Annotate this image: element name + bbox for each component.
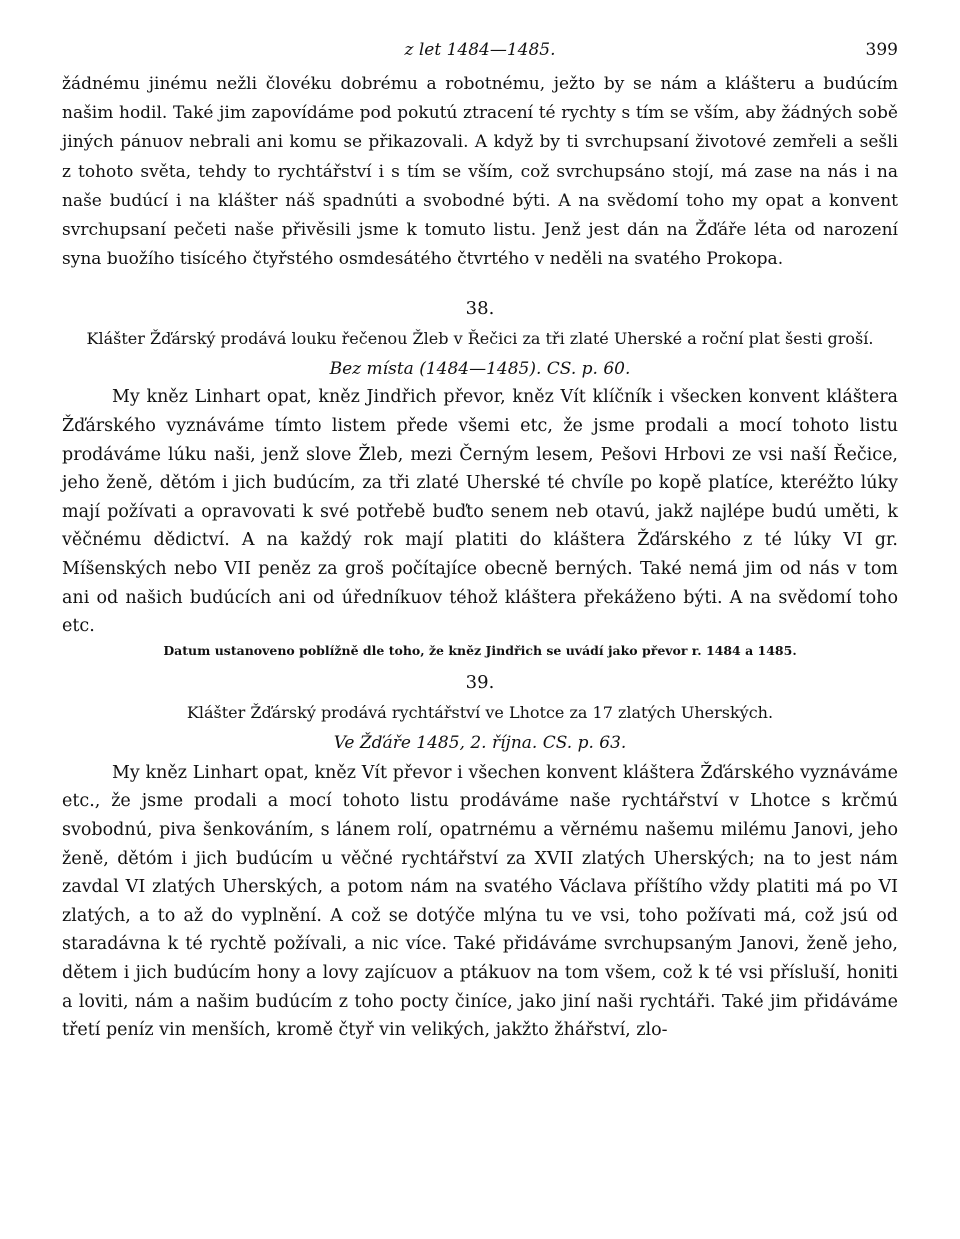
page-number: 399 (865, 40, 898, 60)
document-regest: Klášter Žďárský prodává louku řečenou Žleb v Řečici za tři zlaté Uherské a roční plat šesti groší. (86, 329, 874, 349)
running-title: z let 1484—1485. (404, 40, 556, 60)
continuation-paragraph: žádnému jinému nežli človéku dobrému a robotnému, ježto by se nám a klášteru a budúcím našim hodil. Také jim zapovídáme pod pokutú ztracení té rychty s tím se vším, aby žádných sobě jiných pánuov nebrali ani komu se přikazovali. A když by ti svrchupsaní životové zemřeli a sešli z tohoto světa, tehdy to rychtářství i s tím se vším, což svrchupsáno stojí, má zase na nás i na naše budúcí i na klášter náš spadnúti a svobodné býti. A na svědomí toho my opat a konvent svrchupsaní pečeti naše přivěsili jsme k tomuto listu. Jenž jest dán na Žďáře léta od narození syna buožího tisícého čtyřstého osmdesátého čtvrtého v neděli na svatého Prokopa. (62, 74, 898, 270)
document-text: My kněz Linhart opat, kněz Vít převor i všechen konvent kláštera Žďárského vyznáváme etc., že jsme prodali a mocí tohoto listu prodáváme naše rychtářství v Lhotce s krčmú svobodnú, piva šenkováním, s lánem rolí, opatrnému a věrnému našemu milému Janovi, jeho ženě, dětóm i jich budúcím u věčné rychtářství za XVII zlatých Uherských; na to jest nám zavdal VI zlatých Uherských, a potom nám na svatého Václava příštího vždy platiti má po VI zlatých, a to až do vyplnění. A což se dotýče mlýna tu ve vsi, toho požívati má, což jsú od staradávna k té rychtě požívali, a nic více. Také přidáváme svrchupsaným Janovi, ženě jeho, dětem i jich budúcím hony a lovy zajícuov a ptákuov na tom všem, což k té vsi přísluší, honiti a loviti, nám a našim budúcím z toho pocty činíce, jako jiní naši rychtáři. Také jim přidáváme třetí peníz vin menších, kromě čtyř vin velikých, jakžto žhářství, zlo- (62, 762, 898, 1041)
document-number: 38. (465, 298, 495, 320)
document-note: Datum ustanoveno poblížně dle toho, že kněz Jindřich se uvádí jako převor r. 1484 a 1485. (163, 642, 797, 658)
document-number: 39. (465, 671, 495, 693)
page (62, 40, 898, 1045)
document-text: My kněz Linhart opat, kněz Jindřich převor, kněz Vít klíčník i všecken konvent kláštera Žďárského vyznáváme tímto listem přede všemi etc, že jsme prodali a mocí tohoto listu prodáváme lúku naši, jenž slove Žleb, mezi Černým lesem, Pešovi Hrbovi ze vsi naší Řečice, jeho ženě, dětóm i jich budúcím, za tři zlaté Uherské té chvíle po kopě platíce, kteréžto lúky mají požívati a opravovati k své potřebě buďto senem neb otavú, jakž najlépe budú uměti, k věčnému dědictví. A na každý rok mají platiti do kláštera Žďárského z té lúky VI gr. Míšenských nebo VII peněz za groš počítajíce obecně berných. Také nemá jim od nás v tom ani od našich budúcích ani od úředníkuov téhož kláštera překáženo býti. A na svědomí toho etc. (62, 387, 898, 637)
running-head (62, 40, 898, 70)
document-regest: Klášter Žďárský prodává rychtářství ve Lhotce za 17 zlatých Uherských. (186, 702, 774, 722)
document-38 (62, 298, 898, 657)
document-source: Ve Žďáře 1485, 2. října. CS. p. 63. (333, 732, 627, 753)
document-source: Bez místa (1484—1485). CS. p. 60. (329, 359, 631, 380)
document-39 (62, 672, 898, 1045)
